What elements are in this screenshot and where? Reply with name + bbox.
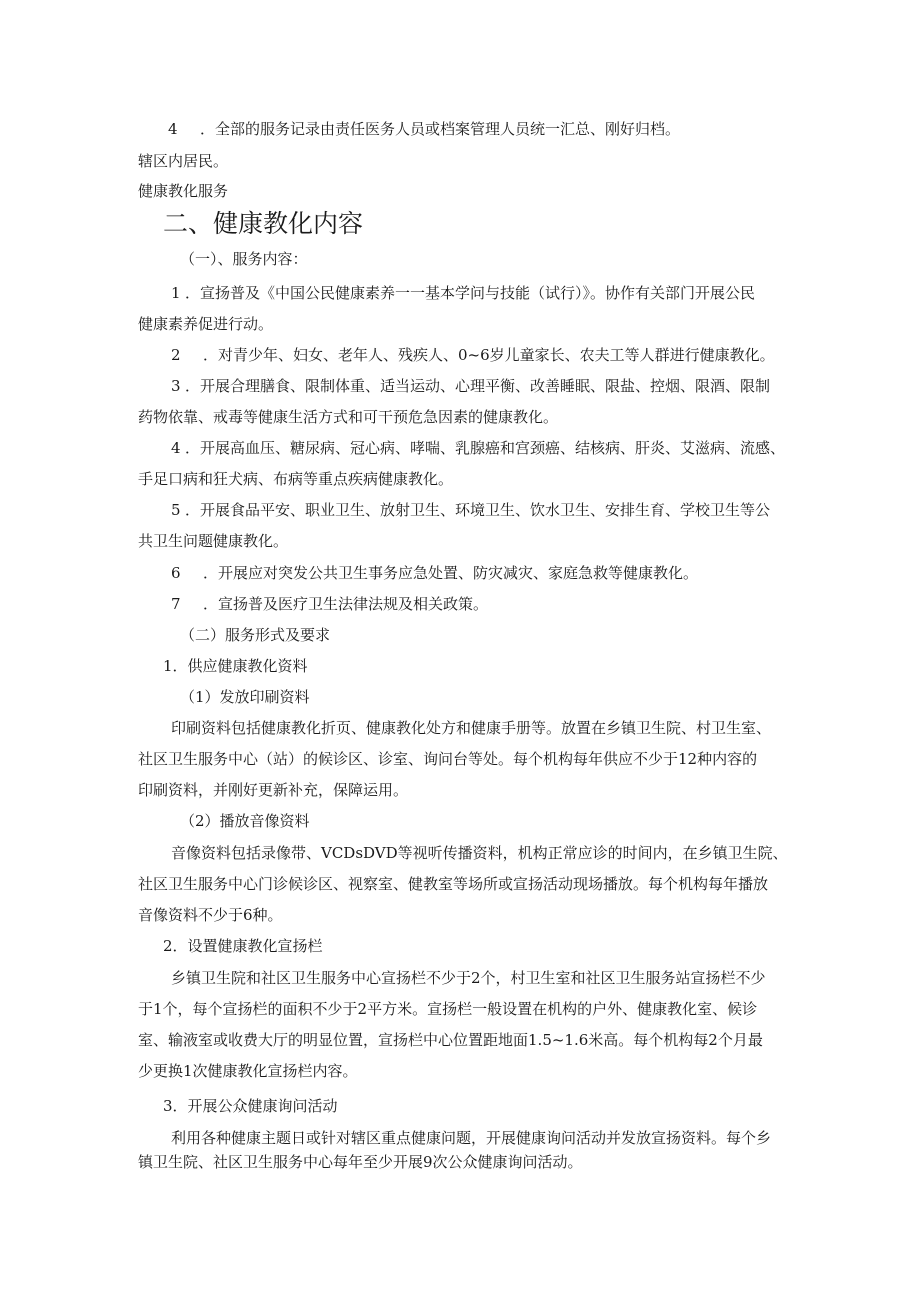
item-5-line1: 5 ．开展食品平安、职业卫生、放射卫生、环境卫生、饮水卫生、安排生育、学校卫生等公 — [171, 501, 771, 519]
sub1-p2-line3: 音像资料不少于6种。 — [138, 906, 283, 924]
item-1-line1: 1 ．宣扬普及《中国公民健康素养一一基本学问与技能（试行）》。协作有关部门开展公民 — [171, 284, 756, 302]
item-1-line2: 健康素养促进行动。 — [138, 315, 274, 333]
sub1-p2-title: （2）播放音像资料 — [180, 812, 310, 830]
sub1-p2-line1: 音像资料包括录像带、VCDsDVD等视听传播资料，机构正常应诊的时间内，在乡镇卫生院、 — [171, 844, 788, 862]
intro-line-3: 健康教化服务 — [138, 182, 229, 200]
item-4-line1: 4 ．开展高血压、糖尿病、冠心病、哮喘、乳腺癌和宫颈癌、结核病、肝炎、艾滋病、流感、 — [171, 439, 786, 457]
section2-title: （二）服务形式及要求 — [180, 626, 331, 644]
sub1-p1-title: （1）发放印刷资料 — [180, 688, 310, 706]
item-7-line1: 7 ．宣扬普及医疗卫生法律法规及相关政策。 — [171, 595, 489, 613]
sub1-p2-line2: 社区卫生服务中心门诊候诊区、视察室、健教室等场所或宣扬活动现场播放。每个机构每年播放 — [138, 875, 769, 893]
sub1-p1-line3: 印刷资料，并刚好更新补充，保障运用。 — [138, 781, 409, 799]
intro-line-2: 辖区内居民。 — [138, 152, 229, 170]
sub3-title: 3．开展公众健康询问活动 — [163, 1097, 338, 1115]
sub3-line1: 利用各种健康主题日或针对辖区重点健康问题，开展健康询问活动并发放宣扬资料。每个乡 — [171, 1129, 772, 1147]
sub2-title: 2．设置健康教化宣扬栏 — [163, 937, 323, 955]
sub3-line2: 镇卫生院、社区卫生服务中心每年至少开展9次公众健康询问活动。 — [138, 1153, 583, 1171]
intro-line-1: 4 ．全部的服务记录由责任医务人员或档案管理人员统一汇总、刚好归档。 — [168, 120, 681, 138]
sub2-line4: 少更换1次健康教化宣扬栏内容。 — [138, 1062, 358, 1080]
item-3-line2: 药物依靠、戒毒等健康生活方式和可干预危急因素的健康教化。 — [138, 408, 559, 426]
item-3-line1: 3 ．开展合理膳食、限制体重、适当运动、心理平衡、改善睡眠、限盐、控烟、限酒、限制 — [171, 377, 771, 395]
sub2-line2: 于1个，每个宣扬栏的面积不少于2平方米。宣扬栏一般设置在机构的户外、健康教化室、候诊 — [138, 1000, 758, 1018]
item-6-line1: 6 ．开展应对突发公共卫生事务应急处置、防灾减灾、家庭急救等健康教化。 — [171, 564, 699, 582]
section-heading: 二、健康教化内容 — [163, 209, 364, 238]
sub1-p1-line2: 社区卫生服务中心（站）的候诊区、诊室、询问台等处。每个机构每年供应不少于12种内容的 — [138, 750, 758, 768]
sub1-title: 1．供应健康教化资料 — [163, 657, 308, 675]
item-4-line2: 手足口病和狂犬病、布病等重点疾病健康教化。 — [138, 470, 454, 488]
sub2-line1: 乡镇卫生院和社区卫生服务中心宣扬栏不少于2个，村卫生室和社区卫生服务站宣扬栏不少 — [171, 969, 766, 987]
item-2-line1: 2 ．对青少年、妇女、老年人、残疾人、0~6岁儿童家长、农夫工等人群进行健康教化。 — [171, 346, 775, 364]
section1-title: （一）、服务内容： — [180, 250, 308, 268]
sub1-p1-line1: 印刷资料包括健康教化折页、健康教化处方和健康手册等。放置在乡镇卫生院、村卫生室、 — [171, 719, 772, 737]
item-5-line2: 共卫生问题健康教化。 — [138, 532, 289, 550]
sub2-line3: 室、输液室或收费大厅的明显位置，宣扬栏中心位置距地面1.5~1.6米高。每个机构每2个月最 — [138, 1031, 763, 1049]
